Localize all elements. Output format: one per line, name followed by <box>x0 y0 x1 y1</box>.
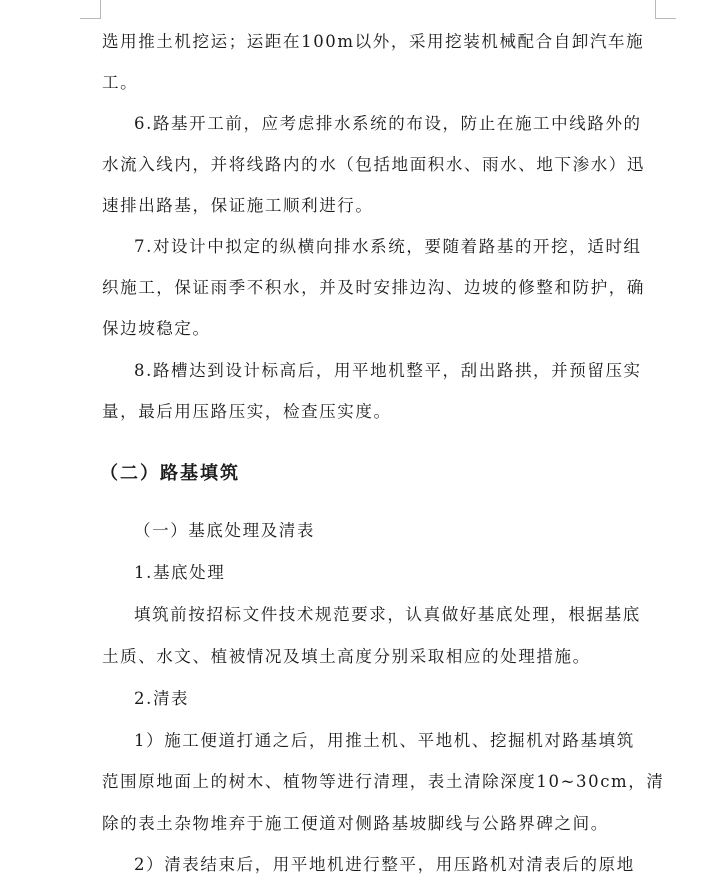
section-heading: （二）路基填筑 <box>100 463 240 484</box>
page-corner-mark-left <box>80 0 101 19</box>
text-line: 8.路槽达到设计标高后，用平地机整平，刮出路拱，并预留压实 <box>134 361 642 380</box>
text-line: 选用推土机挖运；运距在100m以外，采用挖装机械配合自卸汽车施 <box>102 32 645 51</box>
text-line: 量，最后用压路压实，检查压实度。 <box>102 402 392 421</box>
text-line: 土质、水文、植被情况及填土高度分别采取相应的处理措施。 <box>102 647 591 666</box>
text-line: 1）施工便道打通之后，用推土机、平地机、挖掘机对路基填筑 <box>134 731 635 750</box>
subsection-heading: （一）基底处理及清表 <box>134 521 315 540</box>
text-line: 除的表土杂物堆弃于施工便道对侧路基坡脚线与公路界碑之间。 <box>102 814 609 833</box>
text-line: 水流入线内，并将线路内的水（包括地面积水、雨水、地下渗水）迅 <box>102 155 645 174</box>
text-line: 2）清表结束后，用平地机进行整平，用压路机对清表后的原地 <box>134 855 635 874</box>
text-line: 速排出路基，保证施工顺利进行。 <box>102 196 374 215</box>
text-line: 6.路基开工前，应考虑排水系统的布设，防止在施工中线路外的 <box>134 114 642 133</box>
text-line: 保边坡稳定。 <box>102 319 211 338</box>
text-line: 范围原地面上的树木、植物等进行清理，表土清除深度10~30cm，清 <box>102 772 665 791</box>
text-line: 填筑前按招标文件技术规范要求，认真做好基底处理，根据基底 <box>134 605 641 624</box>
page-corner-mark-right <box>655 0 676 19</box>
text-line: 7.对设计中拟定的纵横向排水系统，要随着路基的开挖，适时组 <box>134 237 642 256</box>
text-line: 织施工，保证雨季不积水，并及时安排边沟、边坡的修整和防护，确 <box>102 278 645 297</box>
item-heading: 2.清表 <box>134 689 190 708</box>
item-heading: 1.基底处理 <box>134 563 226 582</box>
text-line: 工。 <box>102 73 139 92</box>
